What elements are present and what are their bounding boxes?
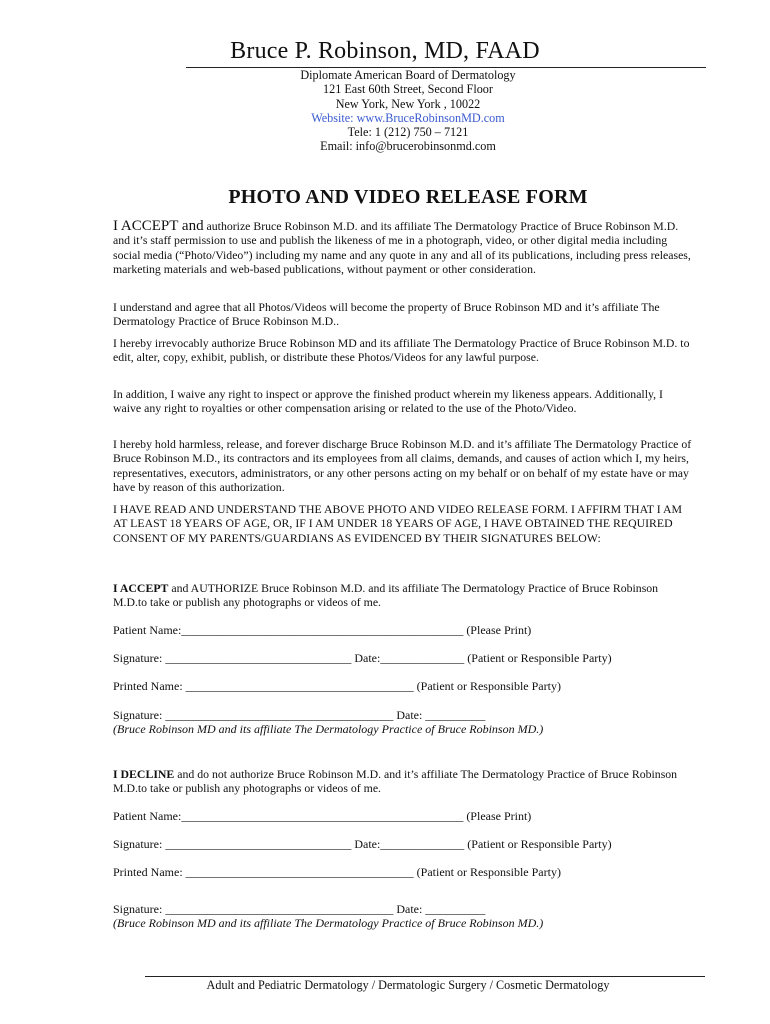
accept-lead: I ACCEPT and [113,218,204,234]
form-title: PHOTO AND VIDEO RELEASE FORM [228,186,588,208]
decline-patient-name-field[interactable]: Patient Name:_______________________________________________ (Please Print) [113,809,532,823]
decline-section-text: I DECLINE and do not authorize Bruce Robinson M.D. and it’s affiliate The Dermatology Practice of Bruce Robinson M.D.to take or publish any photographs or videos of me. [113,767,678,796]
email-address: Email: info@brucerobinsonmd.com [320,139,496,154]
city-address: New York, New York , 10022 [335,96,481,111]
accept-staff-signature-field[interactable]: Signature: ______________________________________ Date: __________ [113,708,486,722]
paragraph-accept-intro [113,219,693,277]
street-address: 121 East 60th Street, Second Floor [323,82,493,97]
accept-staff-note: (Bruce Robinson MD and its affiliate The Dermatology Practice of Bruce Robinson MD.) [113,722,544,736]
decline-printed-name-field[interactable]: Printed Name: ______________________________________ (Patient or Responsible Party) [113,865,561,879]
accept-printed-name-field[interactable]: Printed Name: ______________________________________ (Patient or Responsible Party) [113,679,561,693]
paragraph-property: I understand and agree that all Photos/Videos will become the property of Bruce Robinson MD and it’s affiliate The Dermatology Practice of Bruce Robinson M.D.. [113,300,660,329]
accept-heading: I ACCEPT [113,581,169,595]
decline-heading: I DECLINE [113,767,175,781]
paragraph-waiver: In addition, I waive any right to inspect or approve the finished product wherein my likeness appears. Additionally, I waive any right to royalties or other compensation arising or related to the use of the Photo/Video. [113,387,663,416]
decline-staff-signature-field[interactable]: Signature: ______________________________________ Date: __________ [113,902,486,916]
paragraph-authorize-edit: I hereby irrevocably authorize Bruce Robinson MD and its affiliate The Dermatology Practice of Bruce Robinson M.D. to edit, alter, copy, exhibit, publish, or distribute these Photos/Videos for any lawful purpose. [113,336,690,365]
accept-patient-name-field[interactable]: Patient Name:_______________________________________________ (Please Print) [113,623,532,637]
footer-specialties: Adult and Pediatric Dermatology / Dermatologic Surgery / Cosmetic Dermatology [206,978,610,992]
footer-divider [145,976,705,977]
contact-block [0,68,770,154]
paragraph-affirmation: I HAVE READ AND UNDERSTAND THE ABOVE PHOTO AND VIDEO RELEASE FORM. I AFFIRM THAT I AM AT LEAST 18 YEARS OF AGE, OR, IF I AM UNDER 18 YEARS OF AGE, I HAVE OBTAINED THE REQUIRED CONSENT OF MY PARENTS/GUARDIANS AS EVIDENCED BY THEIR SIGNATURES BELOW: [113,502,682,545]
website-link[interactable]: Website: www.BruceRobinsonMD.com [311,110,505,125]
board-certification: Diplomate American Board of Dermatology [300,68,516,82]
accept-signature-date-field[interactable]: Signature: _______________________________ Date:______________ (Patient or Responsible Party) [113,651,612,665]
practice-name: Bruce P. Robinson, MD, FAAD [230,38,540,64]
decline-staff-note: (Bruce Robinson MD and its affiliate The Dermatology Practice of Bruce Robinson MD.) [113,916,544,930]
paragraph-release: I hereby hold harmless, release, and forever discharge Bruce Robinson M.D. and it’s affiliate The Dermatology Practice of Bruce Robinson M.D., its contractors and its employees from all claims, demands, and causes of action which I, my heirs, representatives, executors, administrators, or any other persons acting on my behalf or on behalf of my estate have or may have by reason of this authorization. [113,437,692,495]
phone-number: Tele: 1 (212) 750 – 7121 [347,125,469,140]
accept-section-text: I ACCEPT and AUTHORIZE Bruce Robinson M.D. and its affiliate The Dermatology Practice of Bruce Robinson M.D.to take or publish any photographs or videos of me. [113,581,659,610]
accept-intro-text: authorize Bruce Robinson M.D. and its affiliate The Dermatology Practice of Bruce Robinson M.D. and it’s staff permission to use and publish the likeness of me in a photograph, video, or other digital media including social media (“Photo/Video”) including my name and any quote in any and all of its publications, including press releases, marketing materials and web-based publications, without payment or other consideration. [113,219,691,277]
decline-signature-date-field[interactable]: Signature: _______________________________ Date:______________ (Patient or Responsible Party) [113,837,612,851]
